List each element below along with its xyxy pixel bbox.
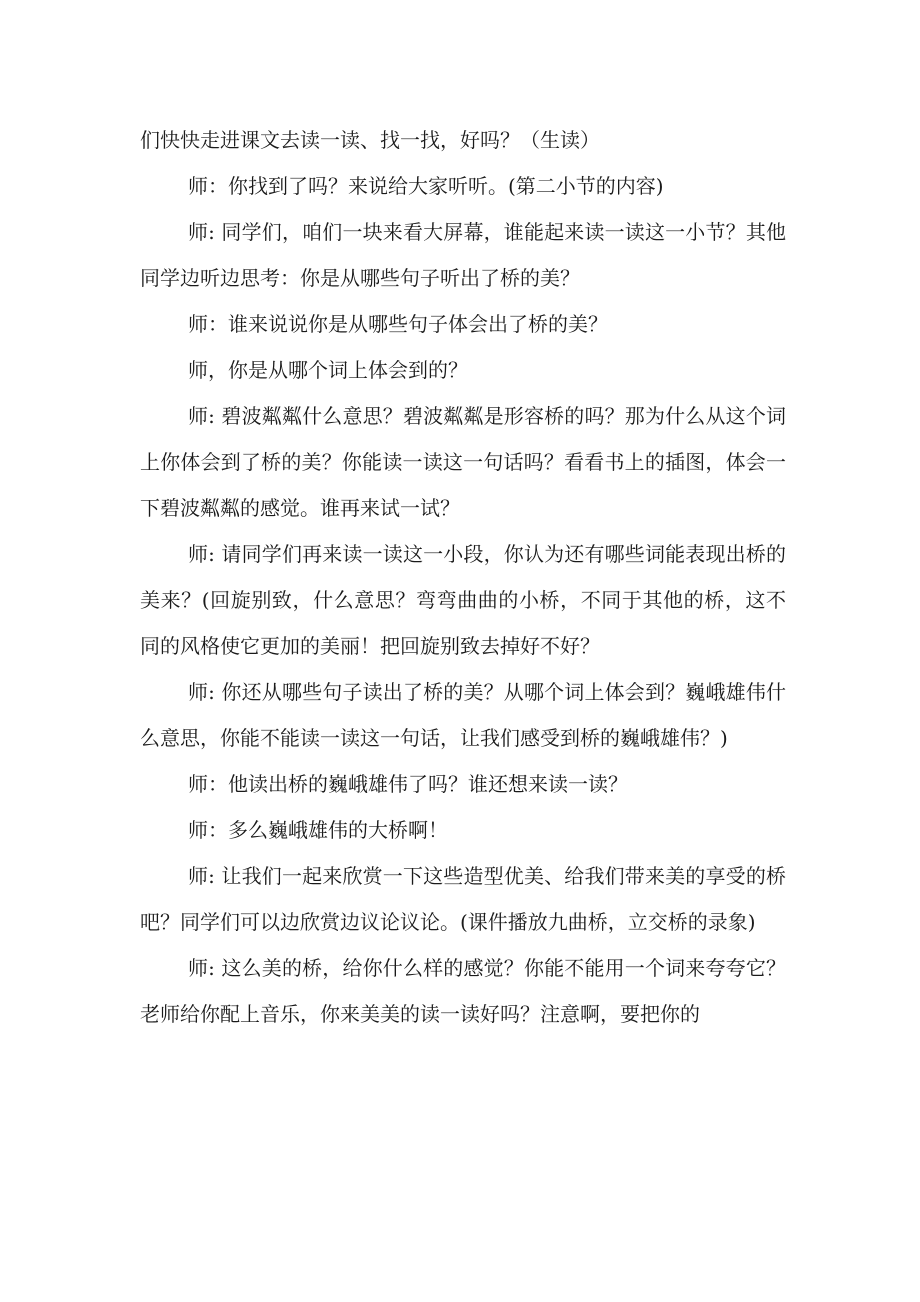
document-page <box>140 117 786 1037</box>
paragraph-4: 师：谁来说说你是从哪些句子体会出了桥的美？ <box>188 312 608 336</box>
paragraph-10: 师：多么巍峨雄伟的大桥啊！ <box>188 818 448 842</box>
paragraph-3: 师: 同学们，咱们一块来看大屏幕，谁能起来读一读这一小节？其他同学边听边思考：你是从哪些句子听出了桥的美？ <box>140 220 786 290</box>
paragraph-6: 师: 碧波粼粼什么意思？碧波粼粼是形容桥的吗？那为什么从这个词上你体会到了桥的美？你能读一读这一句话吗？看看书上的插图，体会一下碧波粼粼的感觉。谁再来试一试？ <box>140 404 786 520</box>
paragraph-9: 师：他读出桥的巍峨雄伟了吗？谁还想来读一读？ <box>188 772 628 796</box>
paragraph-1: 们快快走进课文去读一读、找一找，好吗？（生读） <box>140 128 600 152</box>
paragraph-7: 师: 请同学们再来读一读这一小段，你认为还有哪些词能表现出桥的美来？(回旋别致，什么意思？弯弯曲曲的小桥，不同于其他的桥，这不同的风格使它更加的美丽！把回旋别致去掉好不好？ <box>140 542 786 658</box>
paragraph-12: 师: 这么美的桥，给你什么样的感觉？你能不能用一个词来夸夸它？老师给你配上音乐，你来美美的读一读好吗？注意啊，要把你的 <box>140 956 786 1026</box>
paragraph-11: 师: 让我们一起来欣赏一下这些造型优美、给我们带来美的享受的桥吧？同学们可以边欣赏边议论议论。(课件播放九曲桥，立交桥的录象) <box>140 864 786 934</box>
paragraph-2: 师：你找到了吗？来说给大家听听。(第二小节的内容) <box>188 174 664 198</box>
paragraph-5: 师，你是从哪个词上体会到的？ <box>188 358 468 382</box>
paragraph-8: 师: 你还从哪些句子读出了桥的美？从哪个词上体会到？巍峨雄伟什么意思，你能不能读一读这一句话，让我们感受到桥的巍峨雄伟？) <box>140 680 786 750</box>
